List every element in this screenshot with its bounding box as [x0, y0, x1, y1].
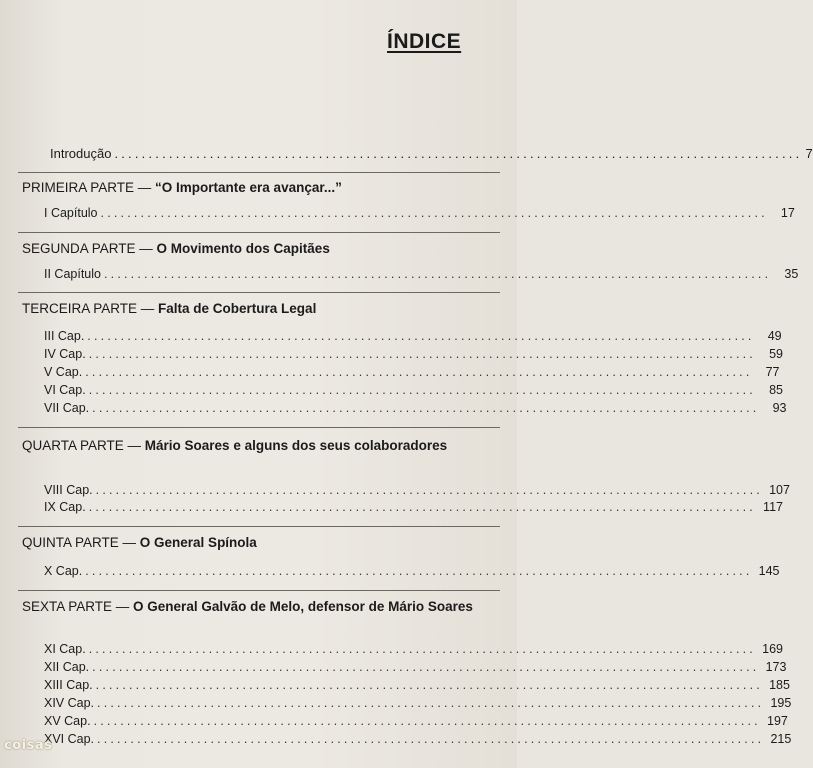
entry-label: IV Cap.: [44, 347, 86, 361]
entry-page: 17: [780, 206, 795, 220]
part-heading-2: [22, 240, 482, 258]
leader-dots: ....................................................................................................: [85, 365, 753, 379]
part-prefix: TERCEIRA PARTE —: [22, 301, 159, 316]
part-prefix: SEXTA PARTE —: [22, 599, 134, 614]
section-divider: [18, 292, 500, 293]
entry-page: 59: [769, 347, 783, 361]
part-heading-6: [22, 598, 482, 616]
entry-label: V Cap.: [44, 365, 83, 379]
toc-entry: [44, 641, 783, 658]
section-divider: [18, 590, 500, 591]
entry-page: 185: [769, 678, 790, 692]
part-title: O General Spínola: [139, 535, 257, 550]
entry-label: X Cap.: [44, 564, 83, 578]
leader-dots: ....................................................................................................: [85, 564, 753, 578]
toc-entry: [44, 400, 787, 417]
entry-label: VIII Cap.: [44, 483, 93, 497]
intro-entry: [50, 146, 813, 161]
entry-page: 35: [784, 267, 799, 281]
toc-entry: [44, 382, 783, 399]
toc-entry: [44, 563, 780, 580]
toc-entry: [44, 346, 783, 363]
leader-dots: ....................................................................................................: [97, 696, 765, 710]
entry-page: 197: [767, 714, 788, 728]
leader-dots: ....................................................................................................: [100, 206, 768, 220]
part-heading-1: [22, 179, 482, 197]
leader-dots: ....................................................................................................: [87, 329, 755, 343]
leader-dots: ....................................................................................................: [92, 660, 760, 674]
toc-entry: [44, 328, 782, 345]
part-title: “O Importante era avançar...”: [155, 180, 342, 195]
section-divider: [18, 427, 500, 428]
leader-dots: ....................................................................................................: [93, 714, 761, 728]
entry-label: III Cap.: [44, 329, 85, 343]
leader-dots: ....................................................................................................: [88, 500, 756, 514]
entry-label: XIV Cap.: [44, 696, 95, 710]
intro-page: 7: [805, 146, 813, 161]
entry-page: 107: [769, 483, 790, 497]
leader-dots: ....................................................................................................: [88, 347, 756, 361]
entry-page: 169: [762, 642, 783, 656]
section-divider: [18, 526, 500, 527]
entry-label: I Capítulo: [44, 206, 98, 220]
leader-dots: .....................................................................................................: [114, 146, 803, 161]
leader-dots: ....................................................................................................: [95, 678, 763, 692]
toc-entry: [44, 695, 792, 712]
part-prefix: SEGUNDA PARTE —: [22, 241, 157, 256]
part-title: O General Galvão de Melo, defensor de Mário Soares: [133, 599, 473, 614]
entry-label: II Capítulo: [44, 267, 101, 281]
entry-page: 85: [769, 383, 783, 397]
intro-label: Introdução: [50, 146, 112, 161]
toc-entry: [44, 499, 783, 516]
part-heading-3: [22, 300, 482, 318]
part-prefix: PRIMEIRA PARTE —: [22, 180, 156, 195]
entry-page: 195: [770, 696, 792, 710]
leader-dots: ....................................................................................................: [95, 483, 763, 497]
part-prefix: QUARTA PARTE —: [22, 438, 145, 453]
entry-label: VI Cap.: [44, 383, 86, 397]
entry-page: 117: [763, 500, 783, 514]
entry-label: XV Cap.: [44, 714, 91, 728]
entry-page: 173: [765, 660, 787, 674]
leader-dots: ....................................................................................................: [88, 383, 756, 397]
part-heading-4: [22, 437, 482, 455]
toc-entry: [44, 659, 787, 676]
leader-dots: ....................................................................................................: [92, 401, 760, 415]
leader-dots: ....................................................................................................: [97, 732, 765, 746]
entry-label: VII Cap.: [44, 401, 90, 415]
entry-page: 215: [770, 732, 792, 746]
entry-label: IX Cap.: [44, 500, 86, 514]
part-title: O Movimento dos Capitães: [156, 241, 330, 256]
leader-dots: ....................................................................................................: [88, 642, 756, 656]
entry-page: 77: [765, 365, 780, 379]
entry-label: XVI Cap.: [44, 732, 95, 746]
entry-label: XIII Cap.: [44, 678, 93, 692]
toc-entry: [44, 713, 788, 730]
part-title: Mário Soares e alguns dos seus colaboradores: [144, 438, 448, 453]
entry-label: XI Cap.: [44, 642, 86, 656]
entry-label: XII Cap.: [44, 660, 90, 674]
part-heading-5: [22, 534, 482, 552]
leader-dots: ....................................................................................................: [103, 267, 772, 281]
entry-page: 93: [772, 401, 787, 415]
watermark-logo: coisas: [4, 738, 53, 753]
section-divider: [18, 232, 500, 233]
toc-entry: [44, 205, 795, 222]
index-title: ÍNDICE: [387, 30, 462, 53]
toc-entry: [44, 677, 790, 694]
part-title: Falta de Cobertura Legal: [158, 301, 317, 316]
section-divider: [18, 172, 500, 173]
part-prefix: QUINTA PARTE —: [22, 535, 140, 550]
toc-entry: [44, 364, 780, 381]
toc-entry: [44, 482, 790, 499]
entry-page: 145: [758, 564, 780, 578]
toc-entry: [44, 731, 792, 748]
entry-page: 49: [767, 329, 782, 343]
toc-entry: [44, 266, 799, 283]
